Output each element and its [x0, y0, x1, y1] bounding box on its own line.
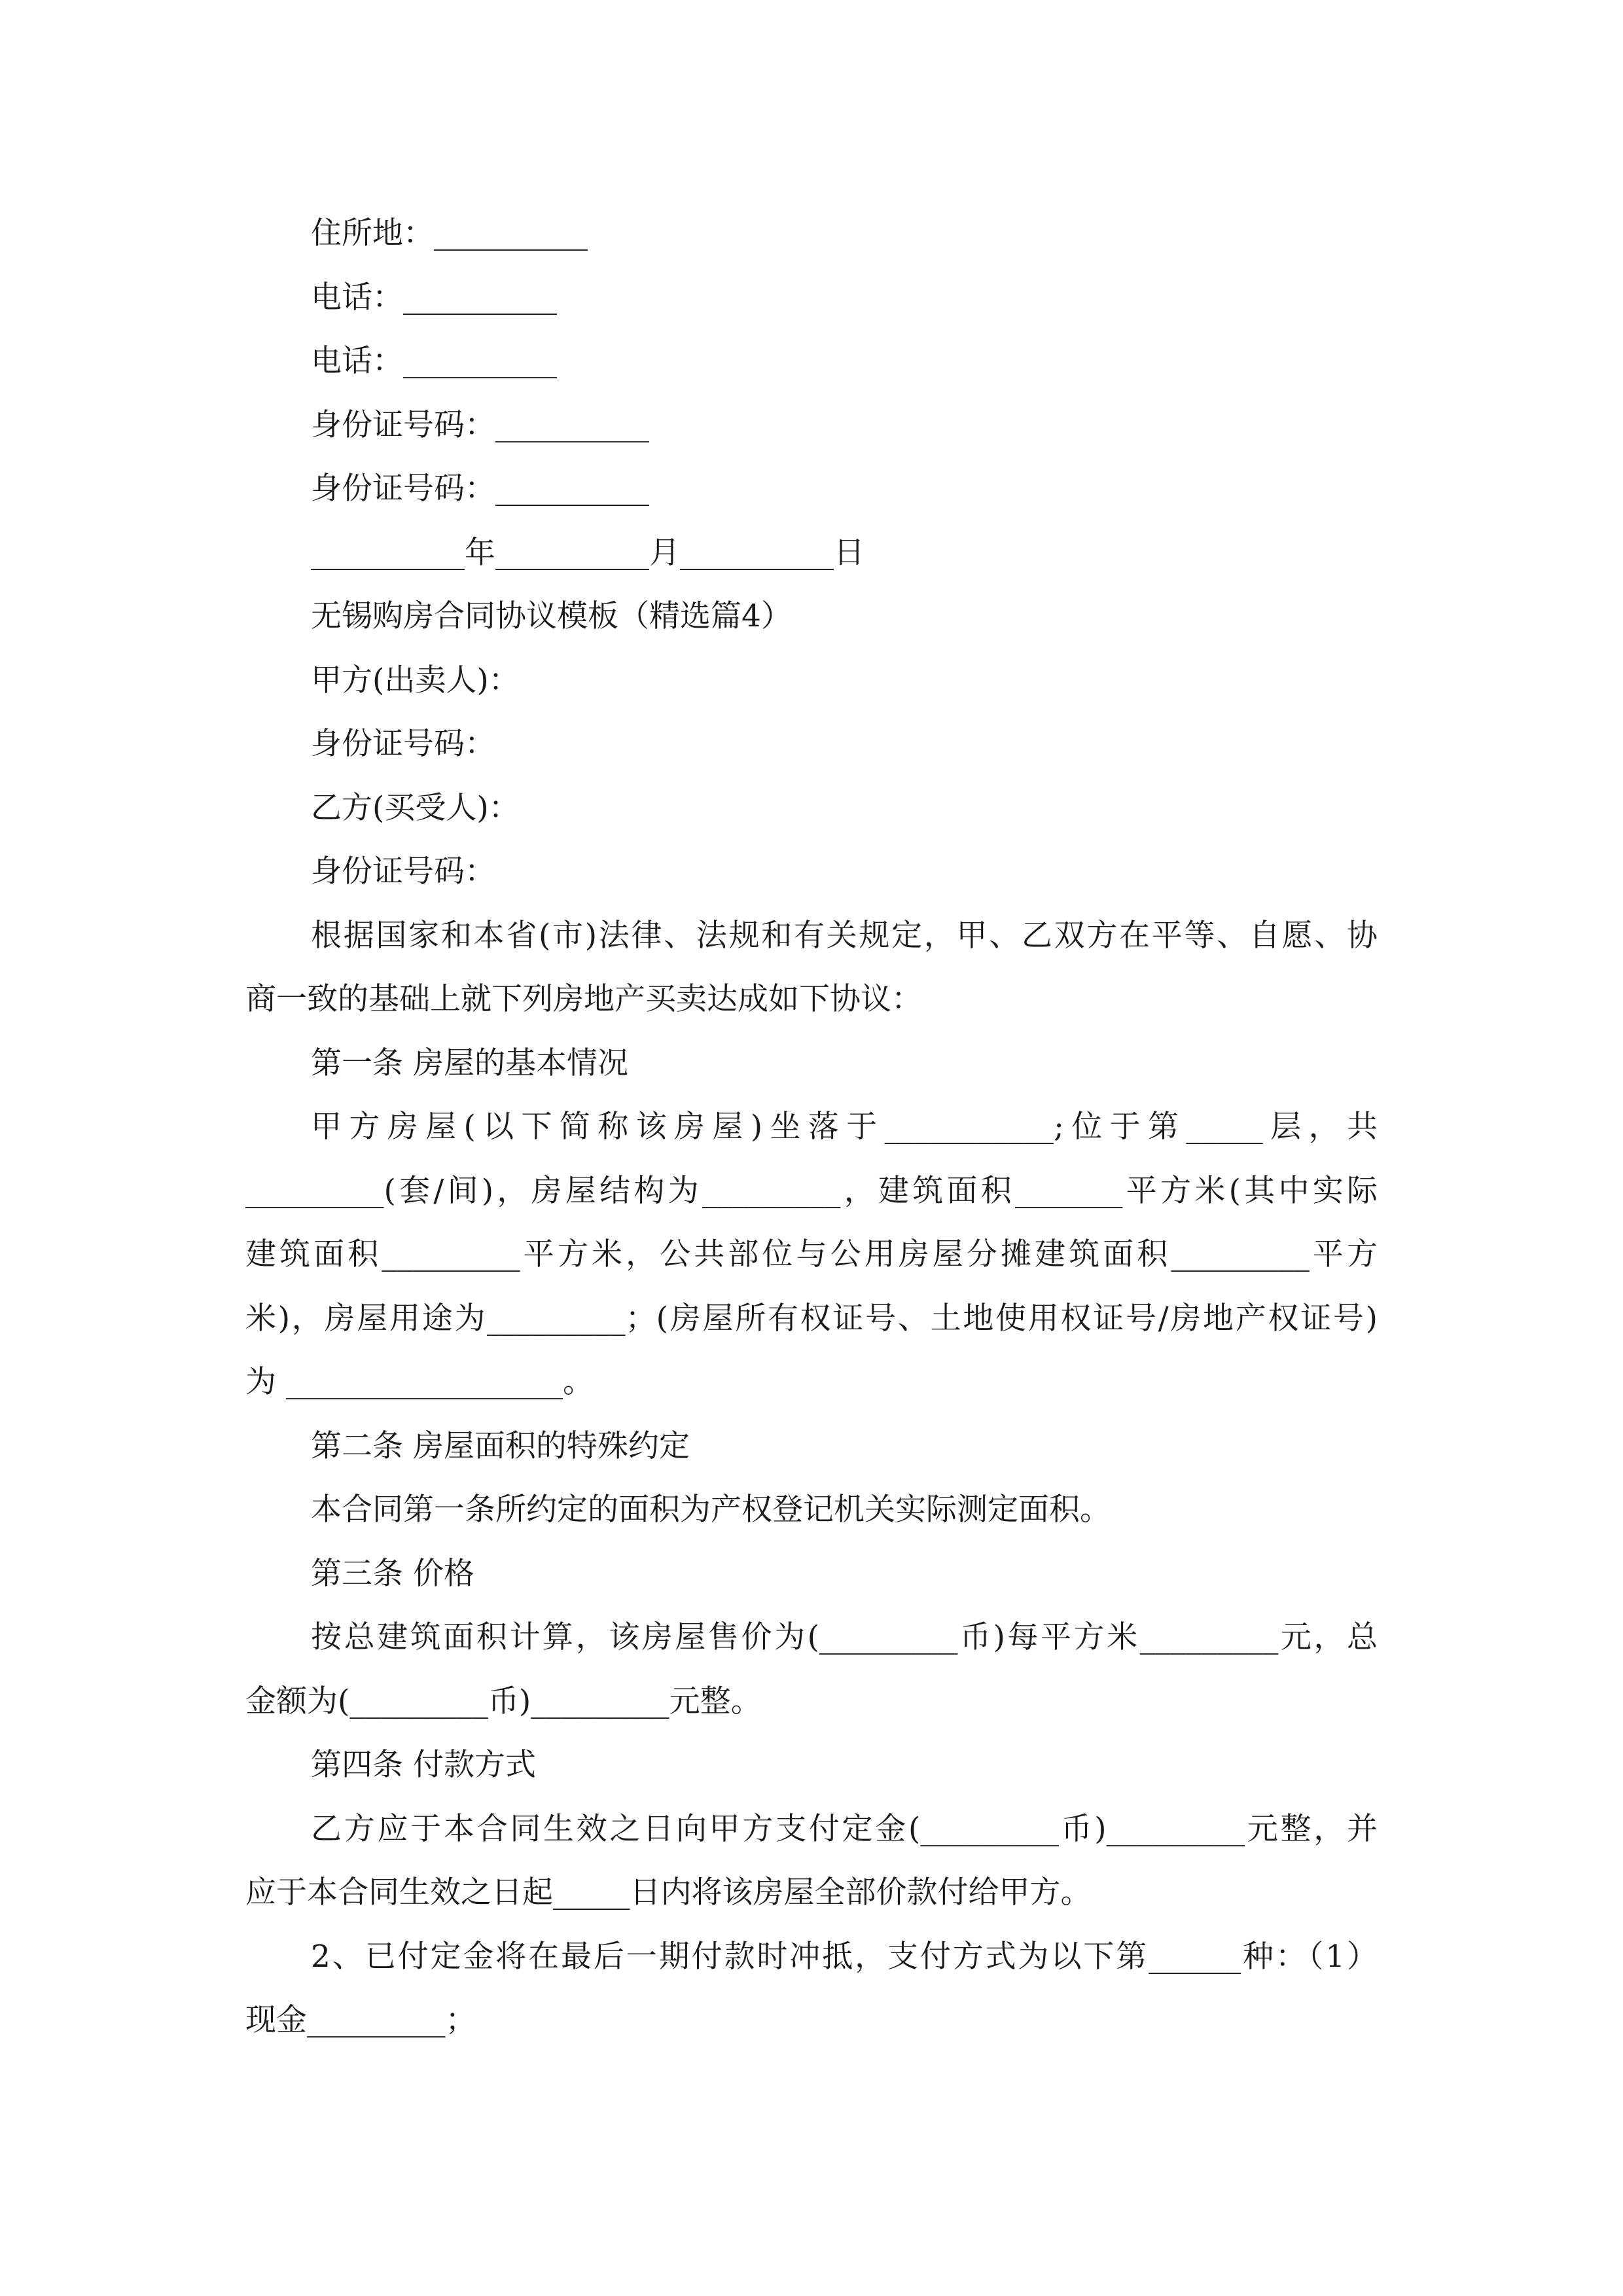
text-line: 甲方房屋(以下简称该房屋)坐落于___________;位于第_____层，共	[311, 1109, 1378, 1145]
text-line: 根据国家和本省(市)法律、法规和有关规定，甲、乙双方在平等、自愿、协	[311, 917, 1378, 954]
text-line: 住所地：__________	[311, 215, 588, 251]
text-line: 现金_________；	[245, 2002, 476, 2038]
text-line: _________(套/间)，房屋结构为_________，建筑面积_______平方米(其中实际	[245, 1172, 1378, 1209]
text-line: 商一致的基础上就下列房地产买卖达成如下协议：	[245, 981, 922, 1017]
text-line: 2、已付定金将在最后一期付款时冲抵，支付方式为以下第______种：（1）	[311, 1938, 1378, 1975]
text-line: __________年__________月__________日	[311, 534, 865, 571]
text-line: 本合同第一条所约定的面积为产权登记机关实际测定面积。	[311, 1492, 1111, 1528]
text-line: 身份证号码：	[311, 853, 495, 889]
text-line: 身份证号码：__________	[311, 406, 649, 443]
text-line: 甲方(出卖人)：	[311, 662, 520, 698]
text-line: 第一条 房屋的基本情况	[311, 1045, 628, 1081]
text-line: 身份证号码：	[311, 726, 495, 762]
text-line: 建筑面积_________平方米，公共部位与公用房屋分摊建筑面积_________平方	[245, 1236, 1378, 1272]
text-line: 为 __________________。	[245, 1364, 594, 1400]
document-body	[245, 202, 1378, 2053]
text-line: 米)，房屋用途为_________；(房屋所有权证号、土地使用权证号/房地产权证号)	[245, 1300, 1378, 1336]
text-line: 乙方(买受人)：	[311, 789, 520, 826]
text-line: 金额为(_________币)_________元整。	[245, 1683, 762, 1719]
text-line: 应于本合同生效之日起_____日内将该房屋全部价款付给甲方。	[245, 1874, 1092, 1910]
text-line: 身份证号码：__________	[311, 471, 649, 507]
text-line: 无锡购房合同协议模板（精选篇4）	[311, 598, 792, 634]
text-line: 第三条 价格	[311, 1555, 474, 1592]
text-line: 电话：__________	[311, 343, 557, 379]
text-line: 第四条 付款方式	[311, 1747, 536, 1783]
text-line: 按总建筑面积计算，该房屋售价为(_________币)每平方米_________元，总	[311, 1619, 1378, 1655]
text-line: 乙方应于本合同生效之日向甲方支付定金(_________币)_________元整，并	[311, 1810, 1378, 1847]
text-line: 第二条 房屋面积的特殊约定	[311, 1427, 690, 1464]
text-line: 电话：__________	[311, 279, 557, 315]
